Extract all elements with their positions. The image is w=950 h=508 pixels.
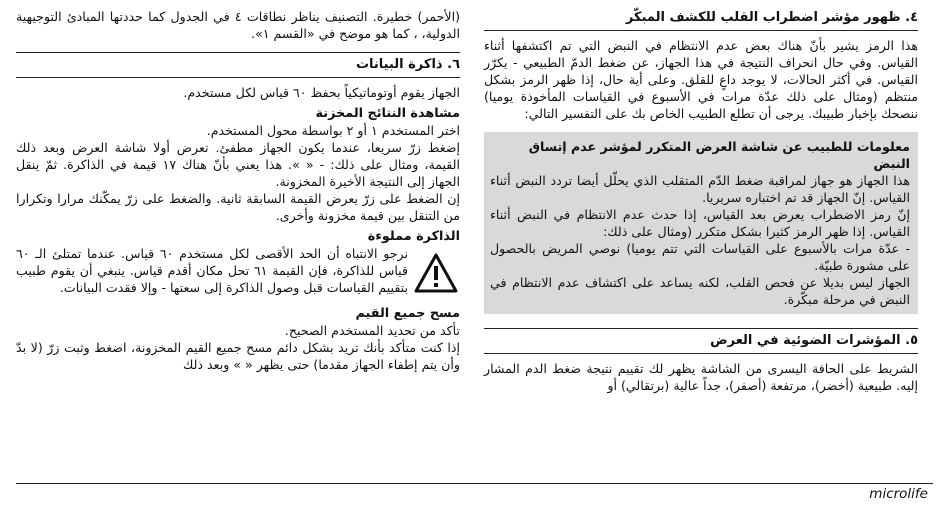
stored-results-heading: مشاهدة النتائج المخزنة <box>315 106 460 121</box>
clear-values-paragraph-2: إذا كنت متأكد بأنك تريد بشكل دائم مسح جميع القيم المخزونة، اضغط وثبت زرّ (لا بدّ وأن يتم إطفاء الجهاز مقدما) حتى يظهر « » وبعد ذلك <box>16 340 460 372</box>
section-5-paragraph: الشريط على الحافة اليسرى من الشاشة يظهر لك تقييم نتيجة ضغط الدم المشار إليه. طبيعية (أخضر)، مرتفعة (أصفر)، جداً عالية (برتقالي) أو <box>484 361 918 393</box>
memory-full-warning <box>16 245 460 299</box>
continued-paragraph: (الأحمر) خطيرة. التصنيف يناظر نطاقات ٤ في الجدول كما حددتها المبادئ التوجيهية الدولية، ، كما هو موضح في «القسم ١». <box>16 9 460 41</box>
right-column <box>484 0 918 394</box>
info-box-paragraph-4: الجهاز ليس بديلا عن فحص القلب، لكنه يساعد على اكتشاف عدم الانتظام في النبض في مرحلة مبكّرة. <box>490 275 910 307</box>
info-box-paragraph-3: - عدّة مرات بالأسبوع على القياسات التي تتم يوميا) نوصي المريض بالحصول على مشورة طبيّة. <box>490 241 910 273</box>
footer-divider <box>16 483 933 484</box>
clear-values-heading: مسح جميع القيم <box>355 306 460 321</box>
stored-results-paragraph-3: إن الضغط على زرّ يعرض القيمة السابقة ثانية. والضغط على زرّ يمكّنك مرارا وتكرارا من التنقل بين قيمة مخزونة وأخرى. <box>16 191 460 223</box>
info-box-paragraph-2: إنّ رمز الاضطراب يعرض بعد القياس، إذا حدث عدم الانتظام في النبض أثناء القياس. إذا ظهر الرمز كثيرا بشكل متكرر (ومثال على ذلك: <box>490 207 910 239</box>
left-column <box>16 0 460 373</box>
memory-full-heading: الذاكرة مملوءة <box>367 229 460 244</box>
doctor-info-box <box>484 132 918 314</box>
section-6-paragraph: الجهاز يقوم أوتوماتيكياً بحفظ ٦٠ قياس لكل مستخدم. <box>183 85 460 100</box>
section-5-heading: ٥. المؤشرات الضوئية في العرض <box>484 328 918 354</box>
section-4-heading: ٤. ظهور مؤشر اضطراب القلب للكشف المبكّر <box>484 6 918 31</box>
stored-results-paragraph-2: إضغط زرّ سريعا، عندما يكون الجهاز مطفئ. تعرض أولا شاشة العرض وبعد ذلك القيمة، ومثال على ذلك: - « ». هذا يعني بأنّ هناك ١٧ قيمة في الذاكرة. ثمّ ينقل الجهاز إلى النتيجة الأخيرة المخزونة. <box>16 140 460 189</box>
info-box-title: معلومات للطبيب عن شاشة العرض المتكرر لمؤشر عدم إتساق النبض <box>528 139 910 171</box>
warning-triangle-icon <box>414 253 458 293</box>
section-6-heading: ٦. ذاكرة البيانات <box>16 52 460 78</box>
stored-results-paragraph-1: اختر المستخدم ١ أو ٢ بواسطة محول المستخدم. <box>206 123 460 138</box>
info-box-paragraph-1: هذا الجهاز هو جهاز لمراقبة ضغط الدّم المتقلب الذي يحلّل أيضا تردد النبض أثناء القياس. إنّ الجهاز قد تم اختباره سريريا. <box>490 173 910 205</box>
brand-logo: microlife <box>869 486 928 502</box>
memory-full-text: نرجو الانتباه أن الحد الأقصى لكل مستخدم ٦٠ قياس. عندما تمتلئ الـ ٦٠ قياس للذاكرة، فإن القيمة ٦١ تحل مكان أقدم قياس. ينبغي أن يقوم طبيب بتقييم القياسات قبل وصول الذاكرة إلى سعتها - وإلا فقدت البيانات. <box>16 246 408 295</box>
section-4-paragraph: هذا الرمز يشير بأنّ هناك بعض عدم الانتظام في النبض التي تم اكتشفها أثناء القياس. وفي حال انحراف النتيجة في هذا الجهاز، عن ضغط الدمّ الطبيعي - يكرّر القياس. في أكثر الحالات، لا يوجد داعٍ للقلق. وعلى أية حال، إذا ظهر الرمز بشكل منتظم (ومثال على ذلك عدّة مرات في الأسبوع في القياسات المأخوذة يوميا) ننصحك بإخبار طبيبك. يرجى أن تطلع الطبيب الخاص بك على التفسير التالي: <box>484 38 918 121</box>
clear-values-paragraph-1: تأكد من تحديد المستخدم الصحيح. <box>284 323 460 338</box>
